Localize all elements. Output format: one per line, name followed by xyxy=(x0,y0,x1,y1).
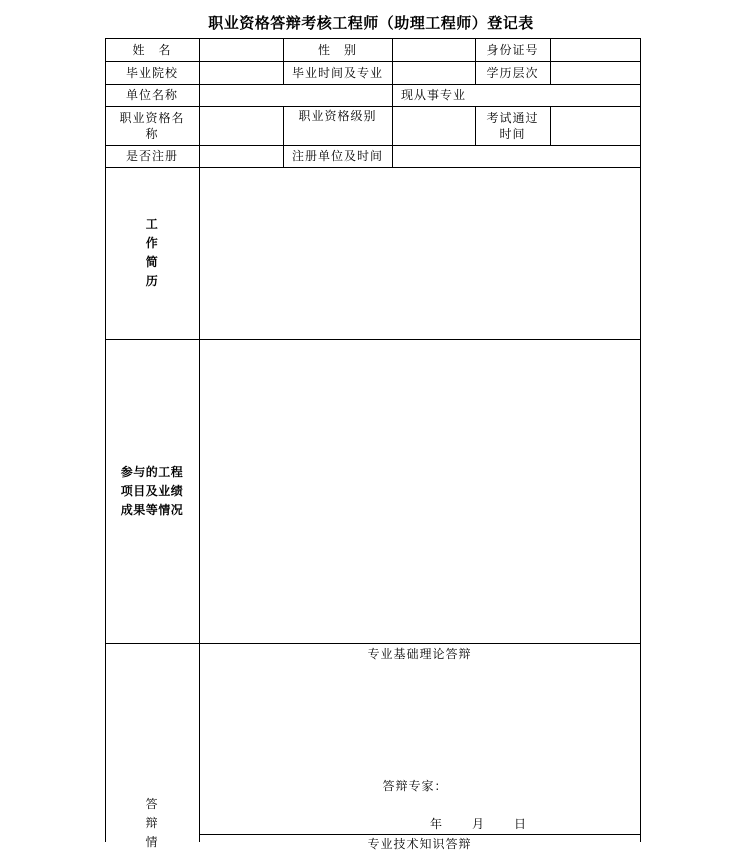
projects-achievements-field[interactable] xyxy=(199,339,640,643)
projects-label-line1: 参与的工程 xyxy=(120,464,184,479)
registered-label: 是否注册 xyxy=(125,149,178,163)
work-history-field[interactable] xyxy=(199,167,640,339)
school-label: 毕业院校 xyxy=(125,65,178,80)
current-major-field[interactable] xyxy=(475,84,640,106)
id-number-label: 身份证号 xyxy=(486,42,539,57)
grad-time-major-label: 毕业时间及专业 xyxy=(291,65,383,80)
education-level-label: 学历层次 xyxy=(486,65,539,80)
registration-unit-time-field[interactable] xyxy=(392,145,640,167)
projects-label-line2: 项目及业绩 xyxy=(120,483,184,498)
gender-label: 性 别 xyxy=(317,42,357,57)
basic-theory-defense-heading: 专业基础理论答辩 xyxy=(367,647,472,661)
defense-char-2: 辩 xyxy=(145,816,159,830)
defense-char-3: 情 xyxy=(145,835,159,849)
exam-pass-time-label-line1: 考试通过 xyxy=(486,110,539,125)
registered-field[interactable] xyxy=(199,145,283,167)
work-history-char-1: 工 xyxy=(145,217,159,231)
name-field[interactable] xyxy=(199,38,283,61)
employer-field[interactable] xyxy=(199,84,392,106)
exam-pass-time-field[interactable] xyxy=(550,106,640,145)
grad-time-major-field[interactable] xyxy=(392,61,475,84)
qualification-name-label-line1: 职业资格名 xyxy=(119,110,185,125)
work-history-char-4: 历 xyxy=(145,274,159,288)
work-history-char-3: 简 xyxy=(145,255,159,269)
work-history-char-2: 作 xyxy=(145,236,159,250)
form-title: 职业资格答辩考核工程师（助理工程师）登记表 xyxy=(208,14,534,32)
qualification-level-label: 职业资格级别 xyxy=(298,109,377,123)
defense-date-line: 年 月 日 xyxy=(430,817,529,831)
projects-achievements-label xyxy=(105,339,199,643)
basic-theory-defense-field[interactable] xyxy=(199,664,640,774)
defense-expert-label: 答辩专家： xyxy=(382,779,448,793)
education-level-field[interactable] xyxy=(550,61,640,84)
current-major-label: 现从事专业 xyxy=(400,88,466,102)
exam-pass-time-label xyxy=(475,106,550,145)
employer-label: 单位名称 xyxy=(125,88,178,102)
qualification-name-label xyxy=(105,106,199,145)
qualification-name-label-line2: 称 xyxy=(145,126,159,141)
exam-pass-time-label-line2: 时间 xyxy=(499,126,526,141)
defense-situation-label xyxy=(105,795,199,855)
registration-unit-time-label: 注册单位及时间 xyxy=(291,149,383,163)
qualification-name-field[interactable] xyxy=(199,106,283,145)
technical-knowledge-defense-heading: 专业技术知识答辩 xyxy=(367,837,472,851)
id-number-field[interactable] xyxy=(550,38,640,61)
name-label: 姓 名 xyxy=(132,42,172,57)
school-field[interactable] xyxy=(199,61,283,84)
work-history-label xyxy=(105,167,199,339)
qualification-level-field[interactable] xyxy=(392,106,475,145)
gender-field[interactable] xyxy=(392,38,475,61)
projects-label-line3: 成果等情况 xyxy=(120,502,184,517)
defense-char-1: 答 xyxy=(145,797,159,811)
